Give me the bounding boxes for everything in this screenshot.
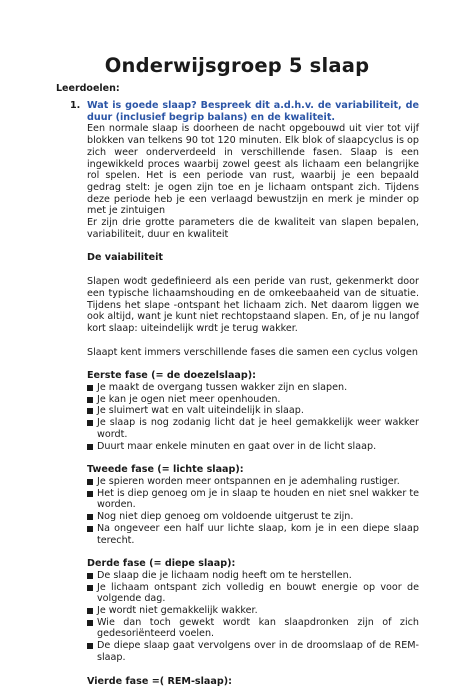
list-item: Je maakt de overgang tussen wakker zijn en slapen. <box>87 382 419 394</box>
list-item: Na ongeveer een half uur lichte slaap, kom je in een diepe slaap terecht. <box>87 523 419 546</box>
list-item: Je spieren worden meer ontspannen en je ademhaling rustiger. <box>87 476 419 488</box>
phase-heading-2: Tweede fase (= lichte slaap): <box>87 464 244 476</box>
bullet-square-icon <box>87 620 93 626</box>
list-item: Nog niet diep genoeg om voldoende uitgerust te zijn. <box>87 511 419 523</box>
phase-heading-4: Vierde fase =( REM-slaap): <box>87 675 232 687</box>
list-item: Duurt maar enkele minuten en gaat over in de licht slaap. <box>87 441 419 453</box>
list-item: Wie dan toch gewekt wordt kan slaapdronken zijn of zich gedesoriënteerd voelen. <box>87 617 419 640</box>
list-item: Je sluimert wat en valt uiteindelijk in slaap. <box>87 405 419 417</box>
question-text: Wat is goede slaap? Bespreek dit a.d.h.v. de variabiliteit, de duur (inclusief begrip balans) en de kwaliteit. <box>87 100 419 123</box>
bullet-square-icon <box>87 397 93 403</box>
list-item: Je kan je ogen niet meer openhouden. <box>87 394 419 406</box>
list-item: De slaap die je lichaam nodig heeft om te herstellen. <box>87 570 419 582</box>
list-item: De diepe slaap gaat vervolgens over in de droomslaap of de REM-slaap. <box>87 640 419 663</box>
list-item: Je slaap is nog zodanig licht dat je heel gemakkelijk weer wakker wordt. <box>87 417 419 440</box>
bullet-square-icon <box>87 608 93 614</box>
bullet-square-icon <box>87 585 93 591</box>
cycle-paragraph: Slaapt kent immers verschillende fases die samen een cyclus volgen <box>87 346 418 358</box>
phase-heading-1: Eerste fase (= de doezelslaap): <box>87 370 256 382</box>
bullet-square-icon <box>87 408 93 414</box>
section-heading-vaiabiliteit: De vaiabiliteit <box>87 252 164 264</box>
leerdoelen-label: Leerdoelen: <box>56 83 120 94</box>
parameters-paragraph: Er zijn drie grotte parameters die de kwaliteit van slapen bepalen, variabiliteit, duur en kwaliteit <box>87 217 419 240</box>
bullet-square-icon <box>87 491 93 497</box>
bullet-square-icon <box>87 514 93 520</box>
bullet-square-icon <box>87 643 93 649</box>
question-number: 1. <box>70 100 81 111</box>
phase-heading-3: Derde fase (= diepe slaap): <box>87 558 236 570</box>
bullet-square-icon <box>87 420 93 426</box>
list-item: Je wordt niet gemakkelijk wakker. <box>87 605 419 617</box>
bullet-square-icon <box>87 385 93 391</box>
intro-paragraph: Een normale slaap is doorheen de nacht opgebouwd uit vier tot vijf blokken van telkens 90 tot 120 minuten. Elk blok of slaapcyclus is op zich weer onderverdeeld in verschillende fasen. Slaap is een ingewikkeld proces waarbij zowel geest als lichaam een belangrijke rol spelen. Het is een periode van rust, waarbij je een bepaald gedrag stelt: je ogen zijn toe en je lichaam ontspant zich. Tijdens deze periode heb je een verlaagd bewustzijn en merk je minder op met je zintuigen <box>87 123 419 217</box>
list-item: Het is diep genoeg om je in slaap te houden en niet snel wakker te worden. <box>87 488 419 511</box>
bullet-square-icon <box>87 479 93 485</box>
list-item: Je lichaam ontspant zich volledig en bouwt energie op voor de volgende dag. <box>87 582 419 605</box>
bullet-square-icon <box>87 526 93 532</box>
question-block <box>70 100 419 123</box>
content-body <box>70 100 419 687</box>
bullet-square-icon <box>87 573 93 579</box>
page-title: Onderwijsgroep 5 slaap <box>104 54 370 77</box>
bullet-square-icon <box>87 444 93 450</box>
vaiabiliteit-paragraph: Slapen wodt gedefinieerd als een peride van rust, gekenmerkt door een typische lichaamshouding en de omkeebaaheid van de situatie. Tijdens het slape -ontspant het lichaam zich. Net daarom liggen we ook altijd, want je kunt niet rechtopstaand slapen. En, of je nu langof kort slaap: uiteindelijk wrdt je terug wakker. <box>87 276 419 334</box>
